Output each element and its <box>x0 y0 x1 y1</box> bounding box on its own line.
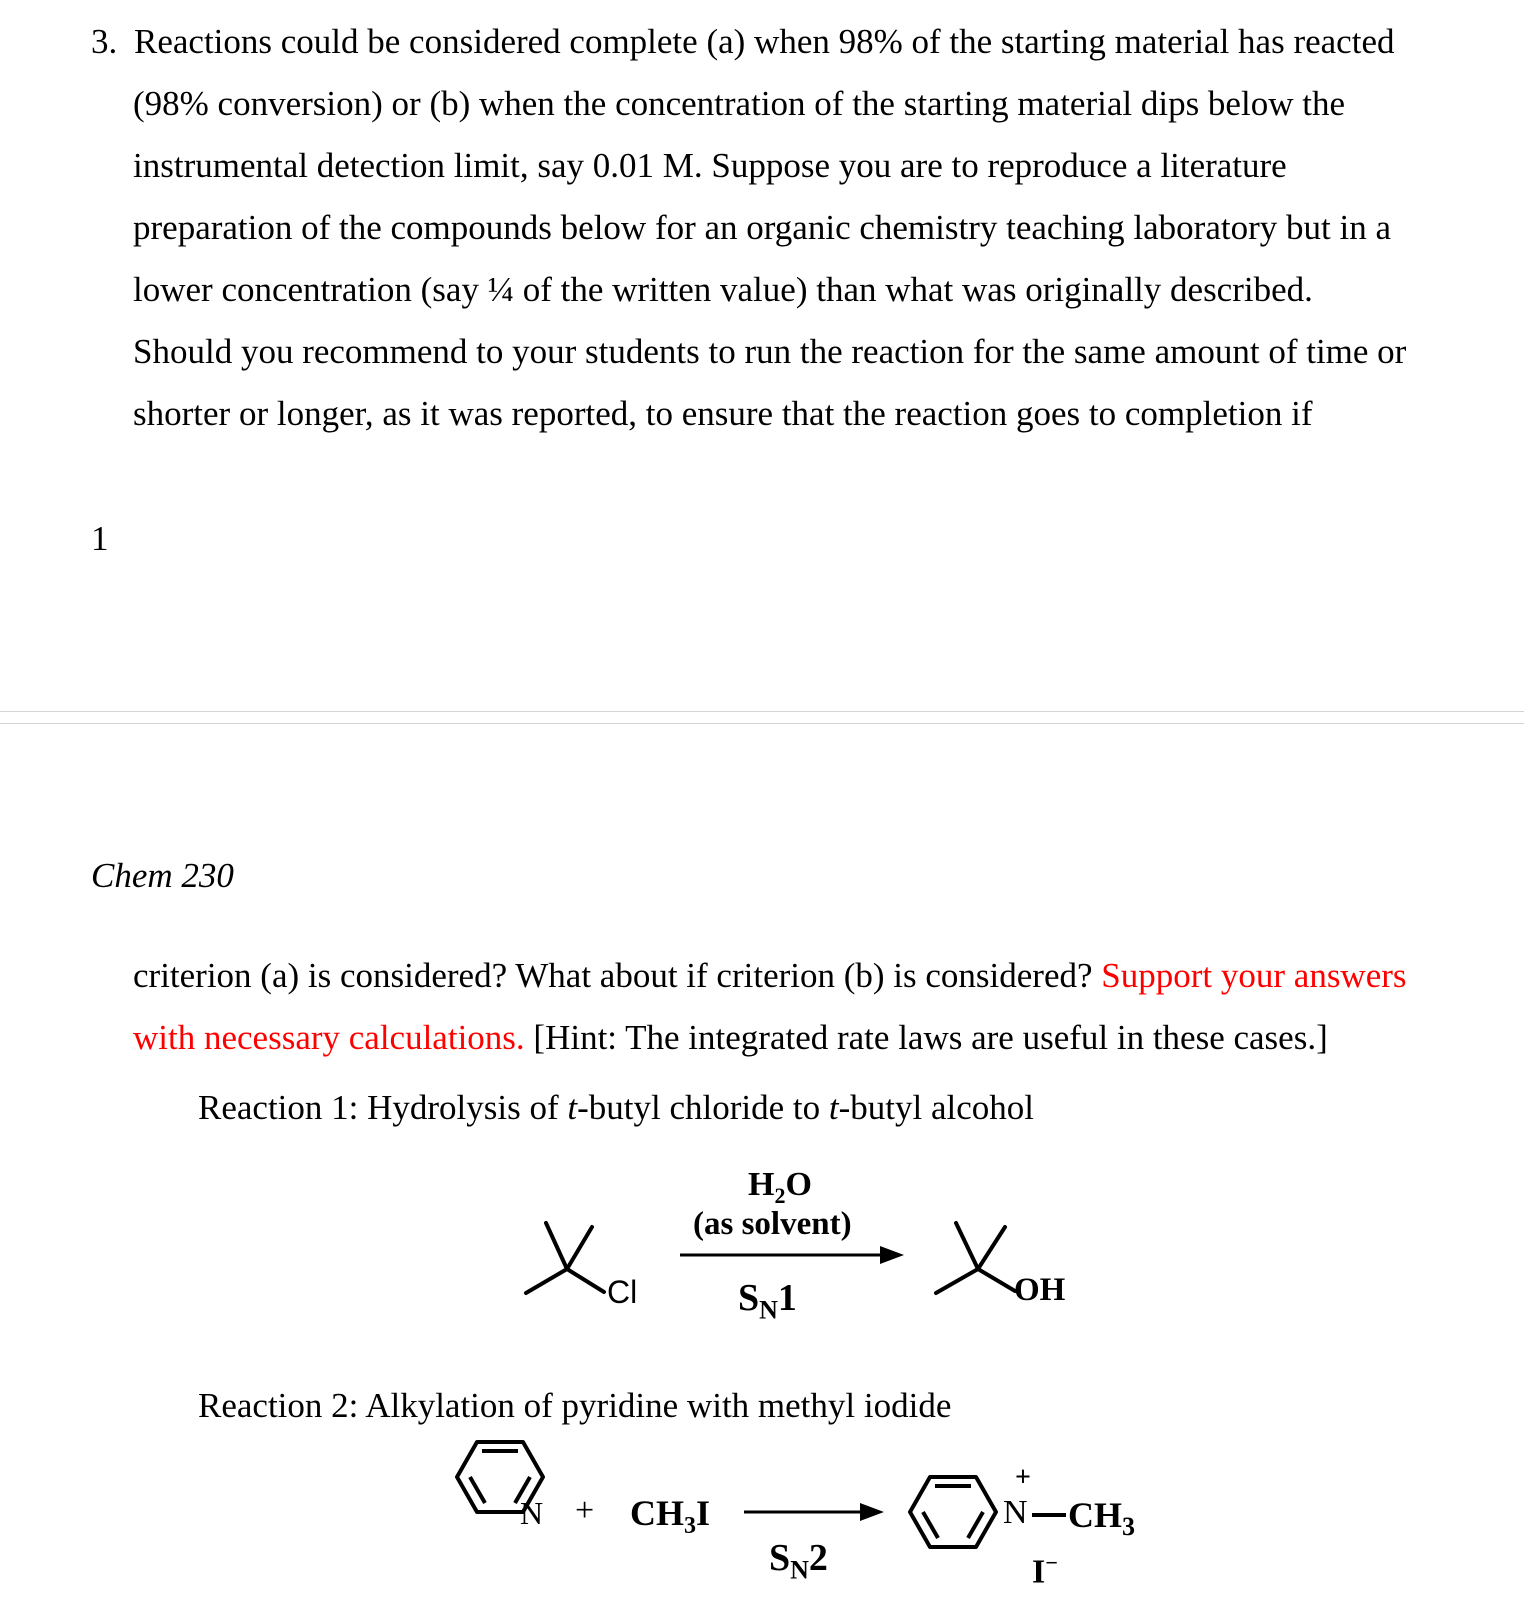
methyl-iodide: $CH_3I$ <box>630 1493 711 1540</box>
question-line-2: (98% conversion) or (b) when the concentration of the starting material dips below the <box>133 84 1345 123</box>
reaction-2-arrow <box>744 1503 884 1521</box>
hydroxyl-label: OH <box>1014 1272 1066 1308</box>
red-instruction-1: Support your answers <box>1101 956 1407 995</box>
red-instruction-2: with necessary calculations. <box>133 1018 525 1057</box>
reaction-1-reagent-solvent: (as solvent) <box>693 1206 852 1242</box>
iodide-counterion: I− <box>1032 1550 1058 1591</box>
t-butyl-chloride-structure <box>526 1223 604 1293</box>
chloride-label: Cl <box>607 1274 638 1310</box>
pyridinium-nitrogen: N <box>1003 1494 1028 1531</box>
plus-sign: + <box>575 1492 595 1529</box>
reaction-1-title: Reaction 1: Hydrolysis of t-butyl chloride to t-butyl alcohol <box>198 1088 1035 1127</box>
question-line-6: Should you recommend to your students to run the reaction for the same amount of time or <box>133 332 1407 371</box>
pyridine-nitrogen: N <box>520 1495 544 1531</box>
question-line-1: Reactions could be considered complete (a) when 98% of the starting material has reacted <box>134 22 1395 61</box>
question-line-5: lower concentration (say ¼ of the written value) than what was originally described. <box>133 270 1313 309</box>
page-header: Chem 230 <box>91 856 234 895</box>
question-line-4: preparation of the compounds below for an organic chemistry teaching laboratory but in a <box>133 208 1391 247</box>
question-line-7: shorter or longer, as it was reported, to ensure that the reaction goes to completion if <box>133 394 1313 433</box>
methyl-group: $CH_3$ <box>1068 1495 1135 1542</box>
page-number: 1 <box>91 519 109 558</box>
pyridinium-ring <box>910 1477 996 1547</box>
hint-text: [Hint: The integrated rate laws are useful in these cases.] <box>524 1018 1328 1057</box>
reaction-2-mechanism: $S_N2$ <box>769 1537 828 1585</box>
continued-text: criterion (a) is considered? What about if criterion (b) is considered? <box>133 956 1102 995</box>
reaction-1-reagent-water: $H_2O$ <box>748 1166 812 1208</box>
question-line-3: instrumental detection limit, say 0.01 M. Suppose you are to reproduce a literature <box>133 146 1287 185</box>
reaction-2-title: Reaction 2: Alkylation of pyridine with methyl iodide <box>198 1386 952 1425</box>
positive-charge: + <box>1015 1462 1031 1493</box>
reaction-1-mechanism: $S_N1$ <box>738 1277 797 1325</box>
reaction-1-arrow <box>680 1246 904 1264</box>
question-number: 3. <box>91 22 118 61</box>
t-butyl-alcohol-structure <box>936 1223 1015 1293</box>
